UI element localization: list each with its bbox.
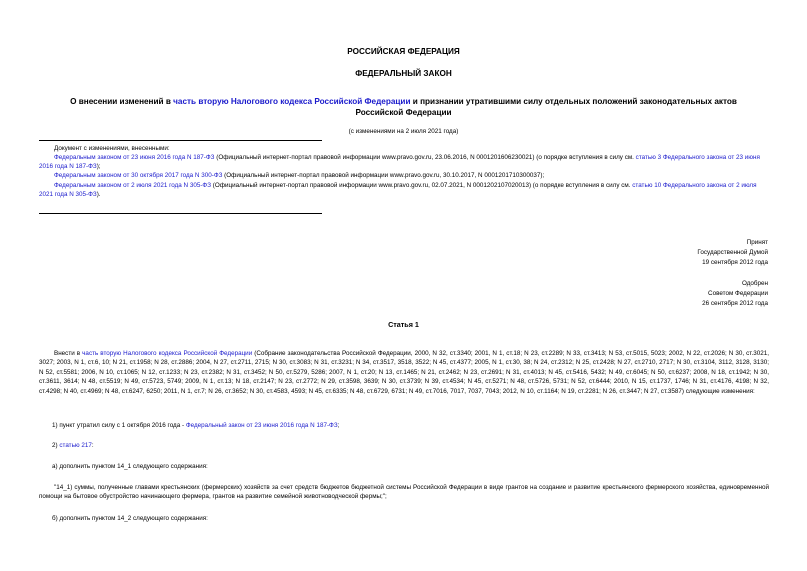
point-1 [52,421,769,430]
amendment-item [39,171,769,180]
amendment-end: ); [96,163,101,171]
point-2-end: : [91,442,94,449]
law-title-text-2: и признании утратившими силу отдельных положений законодательных актов [410,97,737,106]
article-title: Статья 1 [388,320,419,329]
article-intro-prefix: Внести в [54,350,83,357]
amendments-top-divider [39,140,322,141]
amendment-article-link[interactable]: статью 3 Федерального закона от 23 июня 2016 года N 187-ФЗ [39,154,760,171]
tax-code-part2-link[interactable]: часть вторую Налогового кодекса Российской Федерации [173,97,411,106]
subpoint-b: б) дополнить пунктом 14_2 следующего содержания: [52,515,208,522]
amendment-end: ). [96,190,101,198]
amendments-bottom-divider [39,213,322,214]
amendments-block [39,144,769,199]
point-1-text: 1) пункт утратил силу с 1 октября 2016 года - [52,422,186,429]
article-217-link[interactable]: статью 217 [59,442,92,449]
amendment-link[interactable]: Федеральным законом от 30 октября 2017 года N 300-ФЗ [54,172,223,180]
duma-label: Государственной Думой [697,249,768,257]
revision-subtitle: (с изменениями на 2 июля 2021 года) [348,128,459,135]
accepted-label: Принят [746,239,768,246]
council-approval [702,279,768,309]
amendment-text: (Официальный интернет-портал правовой информации www.pravo.gov.ru, 30.10.2017, N 0001201710300037); [222,172,545,180]
council-label: Советом Федерации [708,290,768,298]
amendment-link[interactable]: Федеральным законом от 2 июля 2021 года N 305-ФЗ [54,181,212,189]
article-intro-text: (Собрание законодательства Российской Федерации, 2000, N 32, ст.3340; 2001, N 1, ст.18; N 23, ст.2289; N 33, ст.3413; N 53, ст.5015, 5023; 2002, N 22, ст.2026; N 30, ст.3021, 3027; 2003, N 1, ст.6, 10; N 21, ст.1958; N 28, ст.2886; 2004, N 27, ст.2711, 2715; N 30, ст.3083; N 31, ст.3231; N 34, ст.3517, 3518, 3522; N 45, ст.4377; 2005, N 1, ст.30, 38; N 24, ст.2312; N 25, ст.2428; N 27, ст.2710, 2717; N 30, ст.3104, 3112, 3128, 3130; N 52, ст.5581; 2006, N 10, ст.1065; N 12, ст.1233; N 23, ст.2382; N 31, ст.3452; N 50, ст.5279, 5286; 2007, N 1, ст.20; N 13, ст.1465; N 21, ст.2462; N 23, ст.2691; N 31, ст.4013; N 45, ст.5416, 5432; N 49, ст.6045; N 50, ст.6237; 2008, N 18, ст.1942; N 30, ст.3611, 3614; N 48, ст.5519; N 49, ст.5723, 5749; 2009, N 1, ст.13; N 18, ст.2147; N 23, ст.2772; N 29, ст.3598, 3639; N 30, ст.3739; N 39, ст.4534; N 45, ст.5271; N 48, ст.5726, 5731; N 52, ст.6444; 2010, N 15, ст.1737, 1746; N 31, ст.4176, 4198; N 32, ст.4298; N 40, ст.4969; N 48, ст.6247, 6250; 2011, N 1, ст.7; N 26, ст.3652; N 30, ст.4583, 4593; N 45, ст.6335; N 48, ст.6729, 6731; N 49, ст.7016, 7017, 7037, 7043; 2012, N 10, ст.1164; N 19, ст.2281; N 26, ст.3447; N 27, ст.3587) следующие изменения: [39,350,769,395]
duma-adoption [697,238,768,268]
approved-date: 26 сентября 2012 года [702,300,768,308]
law-title-text-3: Российской Федерации [355,108,452,118]
country-heading: РОССИЙСКАЯ ФЕДЕРАЦИЯ [347,47,460,56]
quoted-provision: "14_1) суммы, полученные главами крестьянских (фермерских) хозяйств за счет средств бюджетов бюджетной системы Российской Федерации в виде грантов на создание и развитие крестьянского фермерского хозяйства, единовременной помощи на бытовое обустройство начинающего фермера, грантов на развитие семейной животноводческой фермы;"; [39,484,769,501]
amendment-link[interactable]: Федеральным законом от 23 июня 2016 года N 187-ФЗ [54,154,215,162]
subpoint-a: а) дополнить пунктом 14_1 следующего содержания: [52,463,208,470]
point-2-prefix: 2) [52,442,60,449]
point-2 [52,441,769,450]
amendment-text: (Официальный интернет-портал правовой информации www.pravo.gov.ru, 02.07.2021, N 0001202107020013) (о порядке вступления в силу см. [211,181,633,189]
law-title [0,96,807,118]
accepted-date: 19 сентября 2012 года [702,259,768,267]
law-title-text-1: О внесении изменений в [70,97,174,106]
amendments-intro: Документ с изменениями, внесенными: [54,145,170,152]
approved-label: Одобрен [741,280,768,287]
amendment-article-link[interactable]: статью 10 Федерального закона от 2 июля 2021 года N 305-ФЗ [39,181,757,198]
amendment-item [39,181,769,199]
point-1-end: ; [337,422,340,429]
point-1-law-link[interactable]: Федеральный закон от 23 июня 2016 года N 187-ФЗ [185,422,338,429]
amendment-item [39,153,769,171]
tax-code-link[interactable]: часть вторую Налогового кодекса Российской Федерации [82,350,253,357]
amendment-text: (Официальный интернет-портал правовой информации www.pravo.gov.ru, 23.06.2016, N 0001201606230021) (о порядке вступления в силу см. [214,154,636,162]
article-intro [39,349,769,396]
law-type-heading: ФЕДЕРАЛЬНЫЙ ЗАКОН [355,69,452,78]
